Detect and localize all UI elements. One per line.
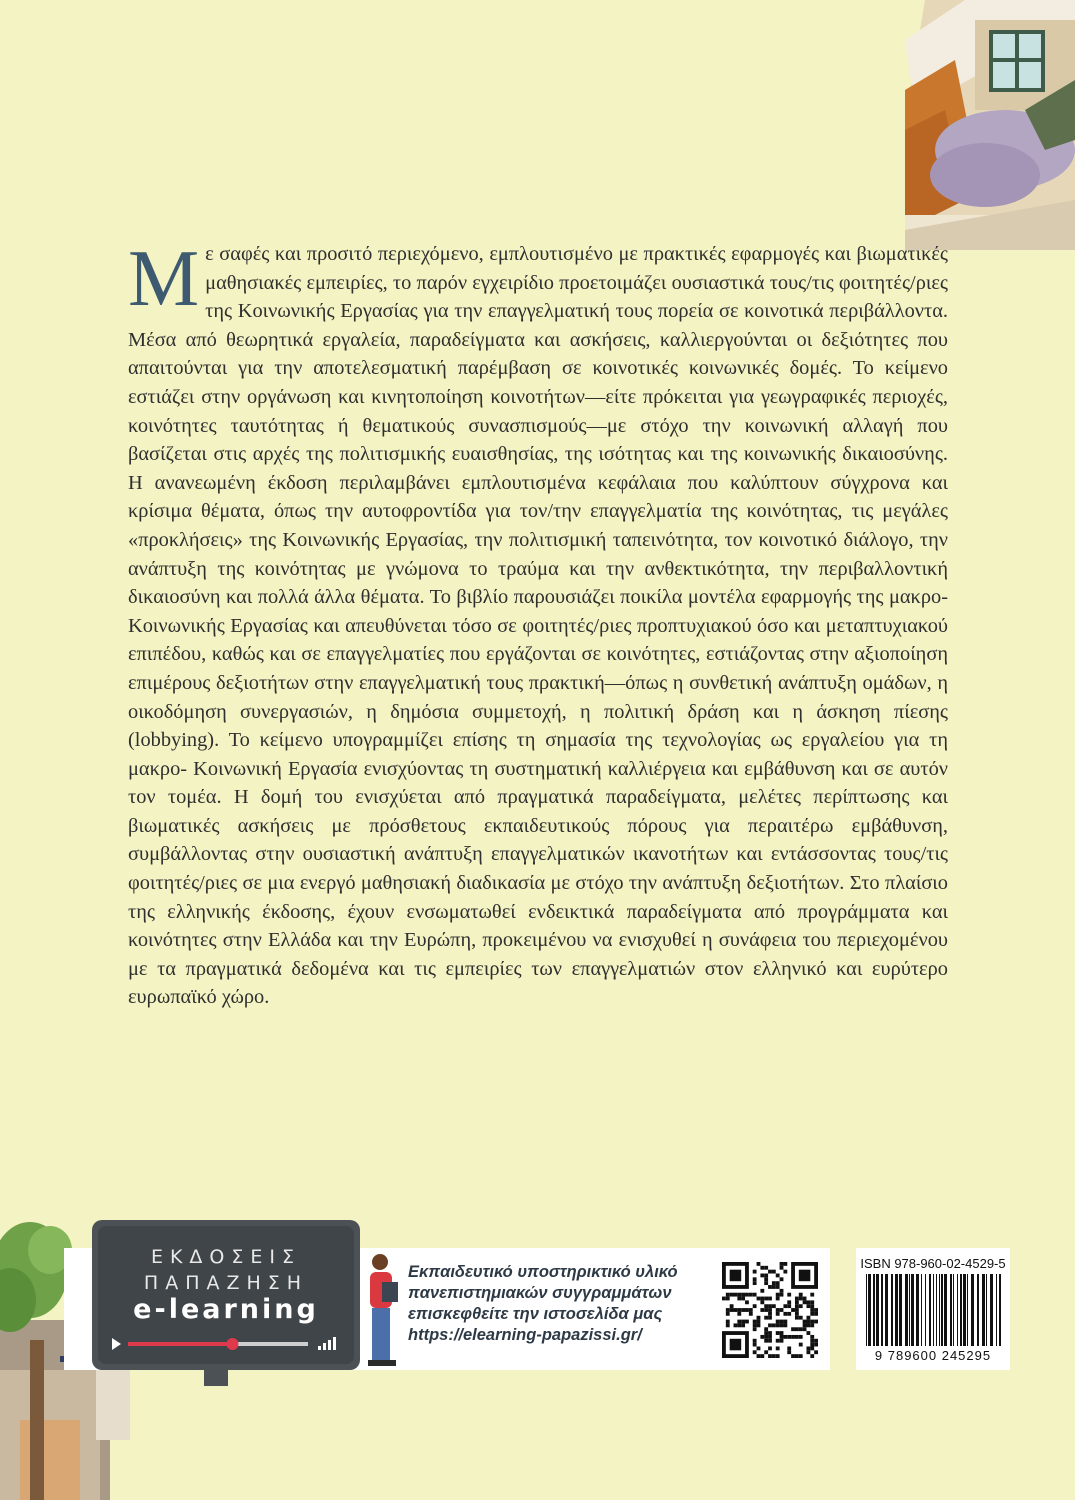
house-illustration: [905, 0, 1075, 250]
description-paragraph: [128, 235, 948, 1012]
volume-icon: [318, 1337, 336, 1350]
isbn-box: [856, 1248, 1010, 1370]
reader-illustration: [362, 1252, 402, 1372]
screen-stand: [204, 1370, 228, 1386]
promo-line3: επισκεφθείτε την ιστοσελίδα μας: [408, 1305, 663, 1323]
progress-fill: [128, 1342, 232, 1346]
isbn-label: ISBN 978-960-02-4529-5: [860, 1256, 1006, 1271]
promo-line1: Εκπαιδευτικό υποστηρικτικό υλικό: [408, 1263, 678, 1281]
drop-cap: Μ: [128, 235, 200, 323]
publisher-line1: ΕΚΔΟΣΕΙΣ: [150, 1246, 302, 1268]
media-player-bar: [112, 1334, 340, 1354]
elearning-screen-logo: [92, 1220, 360, 1370]
description-text: ε σαφές και προσιτό περιεχόμενο, εμπλουτισμένο με πρακτικές εφαρμογές και βιωματικές μαθησιακές εμπειρίες, το παρόν εγχειρίδιο προετοιμάζει ουσιαστικά τους/τις φοιτητές/ριες της Κοινωνικής Εργασίας για την επαγγελματική τους πορεία σε κοινοτικά περιβάλλοντα. Μέσα από θεωρητικά εργαλεία, παραδείγματα και ασκήσεις, καλλιεργούνται οι δεξιότητες που απαιτούνται για την αποτελεσματική παρέμβαση σε κοινοτικές κοινωνικές δομές. Το κείμενο εστιάζει στην οργάνωση και κινητοποίηση κοινοτήτων—είτε πρόκειται για γεωγραφικές περιοχές, κοινότητες ταυτότητας ή θεματικούς συνασπισμούς—με στόχο την κοινωνική αλλαγή που βασίζεται στις αρχές της πολιτισμικής ευαισθησίας, της ισότητας και της κοινωνικής δικαιοσύνης. Η ανανεωμένη έκδοση περιλαμβάνει εμπλουτισμένα κεφάλαια που καλύπτουν σύγχρονα και κρίσιμα θέματα, όπως την αυτοφροντίδα για τον/την επαγγελματία της κοινότητας, τις μεγάλες «προκλήσεις» της Κοινωνικής Εργασίας, την πολιτισμική ταπεινότητα, τον κοινοτικό διάλογο, την ανάπτυξη της κοινότητας με γνώμονα το τραύμα και την ανθεκτικότητα, την περιβαλλοντική δικαιοσύνη και πολλά άλλα θέματα. Το βιβλίο παρουσιάζει ποικίλα μοντέλα εφαρμογής της μακρο- Κοινωνικής Εργασίας και απευθύνεται τόσο σε φοιτητές/ριες προπτυχιακού όσο και μεταπτυχιακού επιπέδου, καθώς και σε επαγγελματίες που εργάζονται σε κοινότητες, εστιάζοντας στην αξιοποίηση επιμέρους δεξιοτήτων στην επαγγελματική τους πρακτική—όπως η συνθετική ανάπτυξη ομάδων, η οικοδόμηση συνεργασιών, η δημόσια συμμετοχή, η πολιτική δράση και η άσκηση πίεσης (lobbying). Το κείμενο υπογραμμίζει επίσης τη σημασία της τεχνολογίας ως εργαλείου για τη μακρο- Κοινωνική Εργασία ενισχύοντας τη συστηματική καλλιέργεια και εμβάθυνση και σε αυτόν τον τομέα. Η δομή του ενισχύεται από πραγματικά παραδείγματα, μελέτες περίπτωσης και βιωματικές ασκήσεις με πρόσθετους εκπαιδευτικούς πόρους για περαιτέρω εμβάθυνση, συμβάλλοντας στην ουσιαστική ανάπτυξη επαγγελματικών ικανοτήτων και εντάσσοντας τους/τις φοιτητές/ριες σε μια ενεργό μαθησιακή διαδικασία με στόχο την ανάπτυξη δεξιοτήτων. Στο πλαίσιο της ελληνικής έκδοσης, έχουν ενσωματωθεί ενδεικτικά παραδείγματα από προγράμματα και κοινότητες στην Ελλάδα και την Ευρώπη, προκειμένου να ενισχυθεί η συνάφεια του περιεχομένου με τα πραγματικά δεδομένα και τις εμπειρίες των επαγγελματιών στον ελληνικό και ευρύτερο ευρωπαϊκό χώρο.: [128, 243, 948, 1009]
promo-text: [408, 1262, 708, 1346]
play-icon: [112, 1338, 121, 1350]
barcode: [862, 1274, 1004, 1346]
qr-code[interactable]: [722, 1262, 818, 1358]
elearning-label: e-learning: [133, 1294, 319, 1325]
barcode-digits: 9 789600 245295: [874, 1348, 992, 1363]
screen-panel: [98, 1226, 354, 1364]
promo-line2: πανεπιστημιακών συγγραμμάτων: [408, 1284, 672, 1302]
elearning-url[interactable]: https://elearning-papazissi.gr/: [408, 1326, 642, 1344]
publisher-line2: ΠΑΠΑΖΗΣΗ: [143, 1272, 309, 1294]
progress-knob: [226, 1338, 238, 1350]
